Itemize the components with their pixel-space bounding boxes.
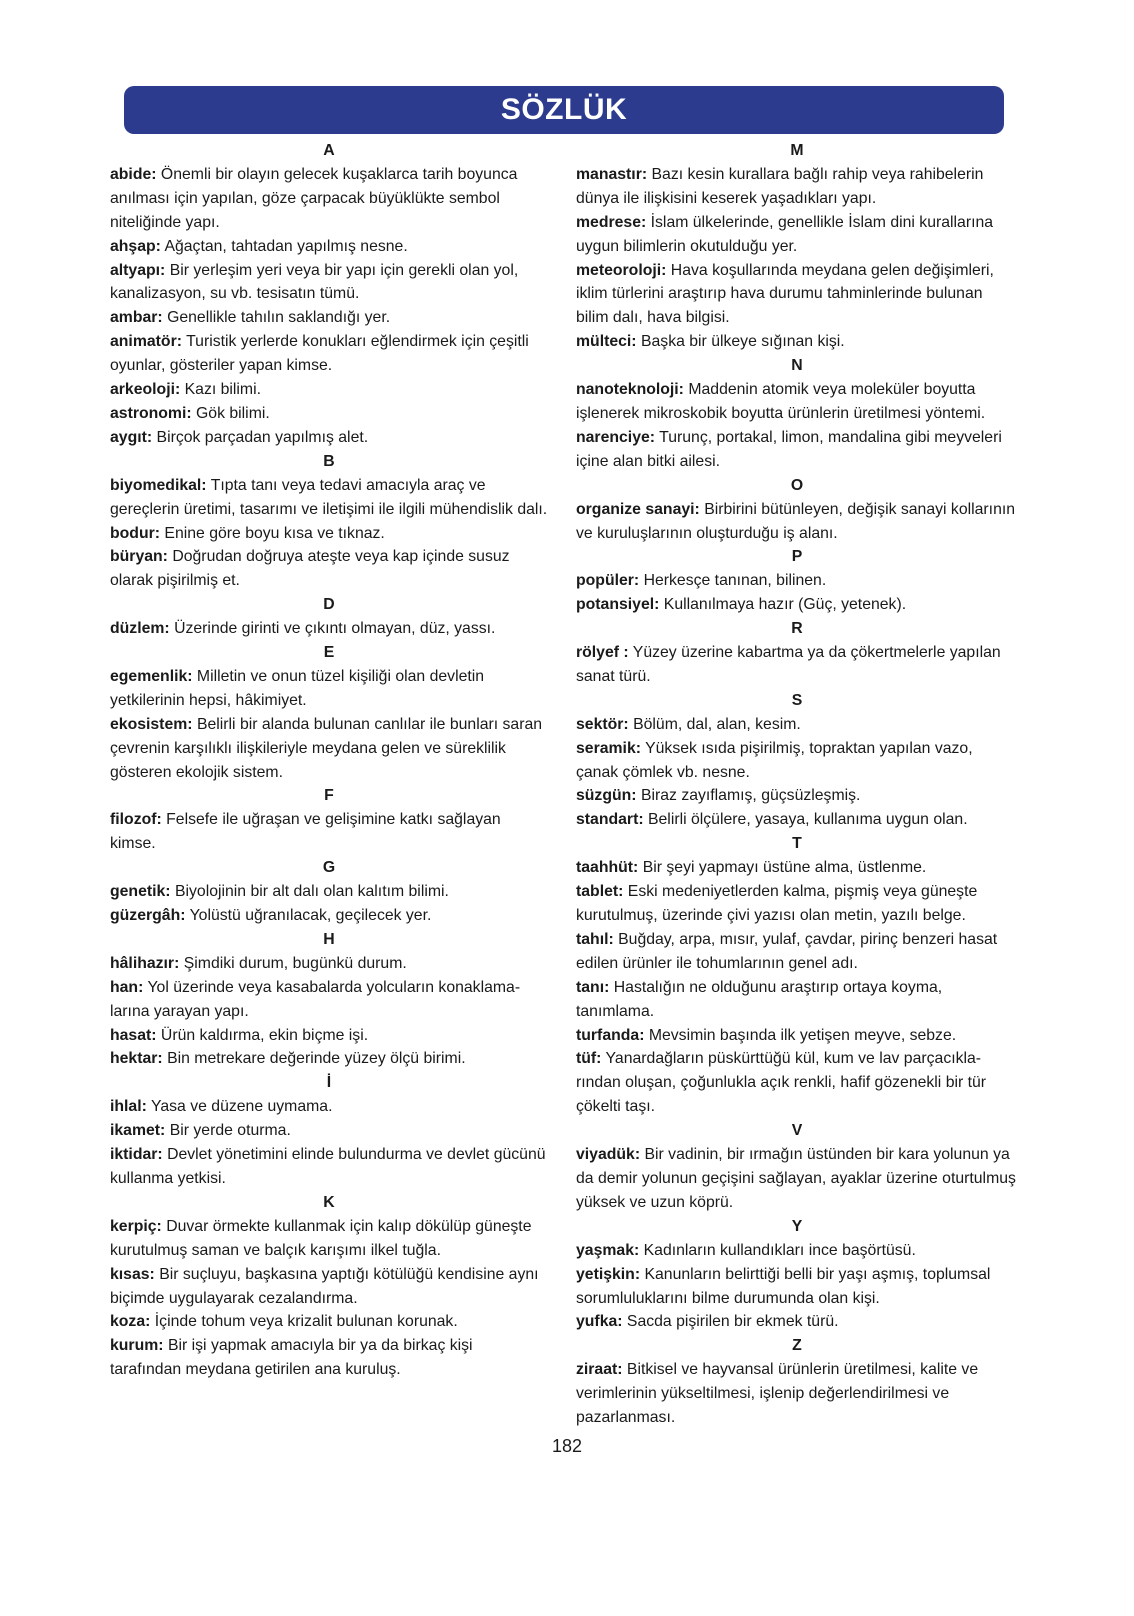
entry-term: mülteci: bbox=[576, 333, 637, 351]
glossary-entry bbox=[576, 569, 1018, 593]
glossary-entry bbox=[110, 330, 548, 378]
entry-term: viyadük: bbox=[576, 1146, 641, 1164]
glossary-entry bbox=[576, 1024, 1018, 1048]
glossary-entry bbox=[576, 976, 1018, 1024]
glossary-entry bbox=[110, 617, 548, 641]
entry-term: medrese: bbox=[576, 213, 647, 231]
entry-term: altyapı: bbox=[110, 261, 166, 279]
glossary-entry bbox=[110, 474, 548, 522]
section-letter: R bbox=[791, 620, 803, 638]
glossary-entry bbox=[110, 665, 548, 713]
section-letter: A bbox=[323, 142, 335, 159]
section-letter: M bbox=[790, 142, 804, 159]
entry-definition: Eski medeniyetlerden kalma, pişmiş veya güneşte kurutulmuş, üzerinde çivi yazısı olan metin, yazılı belge. bbox=[576, 883, 978, 924]
section-letter: İ bbox=[326, 1074, 332, 1092]
glossary-entry bbox=[576, 1310, 1018, 1334]
entry-term: han: bbox=[110, 978, 144, 996]
section-letter: D bbox=[323, 596, 335, 614]
glossary-entry bbox=[110, 1095, 548, 1119]
entry-term: bodur: bbox=[110, 524, 161, 542]
glossary-entry bbox=[110, 378, 548, 402]
entry-term: tüf: bbox=[576, 1050, 602, 1068]
glossary-entry bbox=[110, 976, 548, 1024]
glossary-entry bbox=[110, 1310, 548, 1334]
entry-definition: Bir işi yapmak amacıyla bir ya da birkaç kişi tarafından meydana getirilen ana kuruluş. bbox=[110, 1337, 473, 1379]
entry-term: yufka: bbox=[576, 1313, 623, 1331]
entry-term: manastır: bbox=[576, 165, 648, 183]
entry-term: tahıl: bbox=[576, 930, 614, 948]
page-title: SÖZLÜK bbox=[500, 93, 628, 126]
glossary-entry bbox=[576, 259, 1018, 331]
entry-definition: Sacda pişirilen bir ekmek türü. bbox=[626, 1313, 839, 1331]
entry-term: ekosistem: bbox=[110, 715, 193, 733]
section-letter: V bbox=[791, 1122, 803, 1140]
glossary-entry bbox=[576, 1047, 1018, 1119]
section-letter: Y bbox=[791, 1217, 803, 1235]
glossary-entry bbox=[110, 306, 548, 330]
entry-definition: Bazı kesin kurallara bağlı rahip veya rahibelerin dünya ile ilişkisini keserek yaşadıkları yapı. bbox=[576, 165, 984, 207]
entry-definition: Bir vadinin, bir ırmağın üstünden bir kara yolunun ya da demir yolunun geçişini sağlayan, ayaklar üzerine oturtulmuş yüksek ve uzun köprü. bbox=[576, 1146, 1016, 1211]
entry-definition: Genellikle tahılın saklandığı yer. bbox=[167, 309, 391, 327]
entry-term: nanoteknoloji: bbox=[576, 381, 684, 399]
entry-term: taahhüt: bbox=[576, 859, 639, 877]
entry-term: astronomi: bbox=[110, 404, 192, 422]
entry-definition: Bir suçluyu, başkasına yaptığı kötülüğü kendisine aynı biçimde uygulayarak cezalandırma. bbox=[110, 1265, 539, 1307]
section-letter: H bbox=[323, 930, 335, 948]
glossary-entry bbox=[576, 784, 1018, 808]
glossary-entry bbox=[110, 1024, 548, 1048]
entry-definition: Bitkisel ve hayvansal ürünlerin üretilmesi, kalite ve verimlerinin yükseltilmesi, işlenip değerlendirilmesi ve pazarlanması. bbox=[576, 1361, 979, 1427]
glossary-entry bbox=[576, 1263, 1018, 1311]
entry-definition: Devlet yönetimini elinde bulundurma ve devlet gücünü kullanma yetkisi. bbox=[110, 1146, 546, 1187]
glossary-entry bbox=[110, 952, 548, 976]
entry-definition: Şimdiki durum, bugünkü durum. bbox=[183, 954, 407, 972]
glossary-entry bbox=[110, 163, 548, 235]
entry-definition: Başka bir ülkeye sığınan kişi. bbox=[640, 333, 845, 351]
entry-definition: Yasa ve düzene uymama. bbox=[150, 1098, 333, 1116]
entry-definition: Kanunların belirttiği belli bir yaşı aşmış, toplumsal sorumluluklarını bilme durumunda olan kişi. bbox=[576, 1265, 991, 1307]
entry-definition: Biyolojinin bir alt dalı olan kalıtım bilimi. bbox=[174, 883, 449, 901]
entry-term: aygıt: bbox=[110, 428, 153, 446]
entry-definition: Kullanılmaya hazır (Güç, yetenek). bbox=[663, 596, 907, 614]
glossary-column-right bbox=[576, 139, 1018, 1430]
section-letter: G bbox=[322, 859, 336, 877]
section-letter: Z bbox=[792, 1337, 802, 1355]
entry-term: güzergâh: bbox=[110, 907, 186, 924]
entry-term: kısas: bbox=[110, 1265, 155, 1283]
glossary-entry bbox=[576, 498, 1018, 546]
entry-term: yetişkin: bbox=[576, 1265, 641, 1283]
section-letter: O bbox=[790, 476, 804, 494]
section-letter: S bbox=[791, 691, 803, 709]
glossary-entry bbox=[576, 880, 1018, 928]
entry-term: hektar: bbox=[110, 1050, 163, 1068]
glossary-entry bbox=[110, 808, 548, 856]
glossary-entry bbox=[110, 713, 548, 785]
glossary-entry bbox=[576, 808, 1018, 832]
entry-definition: Kazı bilimi. bbox=[184, 381, 261, 399]
glossary-entry bbox=[576, 593, 1018, 617]
entry-definition: Bölüm, dal, alan, kesim. bbox=[633, 715, 801, 733]
glossary-entry bbox=[576, 856, 1018, 880]
entry-definition: Önemli bir olayın gelecek kuşaklarca tarih boyunca anılması için yapılan, göze çarpacak büyüklükte sembol niteliğinde yapı. bbox=[110, 165, 518, 231]
entry-term: rölyef : bbox=[576, 644, 629, 662]
entry-definition: Maddenin atomik veya moleküler boyutta işlenerek mikroskobik boyutta ürünlerin üretilmesi yöntemi. bbox=[576, 381, 986, 422]
glossary-entry bbox=[576, 378, 1018, 426]
entry-term: ahşap: bbox=[110, 237, 161, 255]
glossary-entry bbox=[110, 880, 548, 904]
glossary-entry bbox=[576, 1358, 1018, 1430]
entry-term: büryan: bbox=[110, 548, 168, 566]
entry-definition: Belirli ölçülere, yasaya, kullanıma uygun olan. bbox=[647, 811, 968, 829]
entry-definition: Tıpta tanı veya tedavi amacıyla araç ve gereçlerin üretimi, tasarımı ve iletişimi ile ilgili mühendislik dalı. bbox=[110, 476, 548, 518]
glossary-entry bbox=[110, 545, 548, 593]
entry-definition: Turistik yerlerde konukları eğlendirmek için çeşitli oyunlar, gösteriler yapan kimse. bbox=[110, 333, 529, 375]
glossary-entry bbox=[576, 211, 1018, 259]
entry-definition: Duvar örmekte kullanmak için kalıp dökülüp güneşte kurutulmuş saman ve balçık karışımı ilkel tuğla. bbox=[110, 1217, 532, 1259]
entry-definition: Yolüstü uğranılacak, geçilecek yer. bbox=[189, 907, 432, 924]
entry-term: animatör: bbox=[110, 333, 182, 351]
entry-term: standart: bbox=[576, 811, 644, 829]
glossary-entry bbox=[110, 402, 548, 426]
entry-term: arkeoloji: bbox=[110, 381, 181, 399]
section-letter: K bbox=[323, 1193, 335, 1211]
entry-term: hâlihazır: bbox=[110, 954, 180, 972]
entry-definition: İslam ülkelerinde, genellikle İslam dini kurallarına uygun bilimlerin okutulduğu yer. bbox=[576, 213, 994, 255]
entry-term: organize sanayi: bbox=[576, 500, 700, 518]
entry-term: iktidar: bbox=[110, 1146, 163, 1164]
entry-definition: Bir yerleşim yeri veya bir yapı için gerekli olan yol, kanalizasyon, su vb. tesisatın tümü. bbox=[110, 261, 519, 303]
entry-definition: Biraz zayıflamış, güçsüzleşmiş. bbox=[640, 787, 861, 805]
entry-term: tanı: bbox=[576, 978, 610, 996]
entry-definition: Belirli bir alanda bulunan canlılar ile bunları saran çevrenin karşılıklı ilişkileriyle meydana gelen ve süreklilik gösteren ekolojik sistem. bbox=[110, 715, 543, 781]
section-letter: T bbox=[792, 835, 802, 853]
glossary-entry bbox=[110, 904, 548, 928]
entry-term: egemenlik: bbox=[110, 667, 193, 685]
entry-term: tablet: bbox=[576, 883, 624, 901]
entry-term: biyomedikal: bbox=[110, 476, 207, 494]
entry-definition: Bin metrekare değerinde yüzey ölçü birimi. bbox=[167, 1050, 466, 1068]
entry-term: koza: bbox=[110, 1313, 151, 1331]
glossary-entry bbox=[110, 235, 548, 259]
entry-definition: Bir yerde oturma. bbox=[169, 1122, 291, 1140]
entry-definition: Birbirini bütünleyen, değişik sanayi kollarının ve kuruluşlarının oluşturduğu iş alanı. bbox=[576, 500, 1016, 542]
entry-term: düzlem: bbox=[110, 620, 170, 638]
page-number: 182 bbox=[551, 1436, 583, 1456]
entry-term: sektör: bbox=[576, 715, 629, 733]
entry-definition: Üzerinde girinti ve çıkıntı olmayan, düz, yassı. bbox=[174, 620, 496, 638]
entry-term: popüler: bbox=[576, 572, 640, 590]
entry-definition: Felsefe ile uğraşan ve gelişimine katkı sağlayan kimse. bbox=[110, 811, 501, 853]
glossary-entry bbox=[576, 1143, 1018, 1215]
entry-definition: Mevsimin başında ilk yetişen meyve, sebze. bbox=[648, 1026, 957, 1044]
glossary-entry bbox=[576, 737, 1018, 785]
entry-term: süzgün: bbox=[576, 787, 637, 805]
entry-term: meteoroloji: bbox=[576, 261, 667, 279]
entry-definition: Kadınların kullandıkları ince başörtüsü. bbox=[643, 1241, 916, 1259]
entry-definition: Hava koşullarında meydana gelen değişimleri, iklim türlerini araştırıp hava durumu tahminlerinde bulunan bilim dalı, hava bilgisi. bbox=[576, 261, 994, 327]
glossary-entry bbox=[110, 1334, 548, 1382]
glossary-column-left bbox=[110, 139, 548, 1382]
section-letter: B bbox=[323, 452, 335, 470]
entry-term: turfanda: bbox=[576, 1026, 645, 1044]
glossary-entry bbox=[110, 1263, 548, 1311]
entry-definition: Milletin ve onun tüzel kişiliği olan devletin yetkilerinin hepsi, hâkimiyet. bbox=[110, 667, 485, 709]
entry-definition: Yüksek ısıda pişirilmiş, topraktan yapılan vazo, çanak çömlek vb. nesne. bbox=[576, 739, 973, 781]
entry-term: ihlal: bbox=[110, 1098, 147, 1116]
entry-definition: Bir şeyi yapmayı üstüne alma, üstlenme. bbox=[642, 859, 927, 877]
entry-term: ikamet: bbox=[110, 1122, 166, 1140]
entry-term: yaşmak: bbox=[576, 1241, 640, 1259]
entry-term: seramik: bbox=[576, 739, 641, 757]
entry-definition: Ağaçtan, tahtadan yapılmış nesne. bbox=[164, 237, 408, 255]
entry-definition: Birçok parçadan yapılmış alet. bbox=[156, 428, 369, 446]
entry-definition: Turunç, portakal, limon, mandalina gibi meyveleri içine alan bitki ailesi. bbox=[576, 428, 1002, 470]
entry-definition: Ürün kaldırma, ekin biçme işi. bbox=[160, 1026, 369, 1044]
glossary-entry bbox=[576, 426, 1018, 474]
entry-term: narenciye: bbox=[576, 428, 656, 446]
entry-definition: Gök bilimi. bbox=[196, 404, 270, 422]
glossary-entry bbox=[110, 1143, 548, 1191]
entry-definition: Herkesçe tanınan, bilinen. bbox=[643, 572, 827, 590]
title-banner bbox=[124, 86, 1004, 134]
entry-term: ziraat: bbox=[576, 1361, 623, 1379]
section-letter: N bbox=[791, 357, 803, 375]
glossary-entry bbox=[576, 1239, 1018, 1263]
entry-term: filozof: bbox=[110, 811, 162, 829]
entry-definition: Yanardağların püskürttüğü kül, kum ve lav parçacıkla-rından oluşan, çoğunlukla açık renkli, hafif gözenekli bir tür çökelti taşı. bbox=[576, 1050, 987, 1116]
entry-definition: Buğday, arpa, mısır, yulaf, çavdar, pirinç benzeri hasat edilen ürünler ile tohumlarının genel adı. bbox=[576, 930, 998, 972]
glossary-entry bbox=[576, 713, 1018, 737]
section-letter: E bbox=[323, 644, 335, 662]
glossary-entry bbox=[110, 426, 548, 450]
glossary-entry bbox=[576, 163, 1018, 211]
entry-term: potansiyel: bbox=[576, 596, 660, 614]
entry-term: ambar: bbox=[110, 309, 163, 327]
glossary-entry bbox=[110, 522, 548, 546]
glossary-entry bbox=[110, 259, 548, 307]
entry-term: hasat: bbox=[110, 1026, 157, 1044]
glossary-entry bbox=[576, 641, 1018, 689]
section-letter: F bbox=[324, 787, 334, 805]
entry-definition: Doğrudan doğruya ateşte veya kap içinde susuz olarak pişirilmiş et. bbox=[110, 548, 510, 590]
entry-definition: İçinde tohum veya krizalit bulunan korunak. bbox=[154, 1313, 458, 1331]
glossary-entry bbox=[110, 1047, 548, 1071]
section-letter: P bbox=[791, 548, 803, 566]
glossary-entry bbox=[576, 928, 1018, 976]
glossary-entry bbox=[110, 1119, 548, 1143]
entry-term: kerpiç: bbox=[110, 1217, 162, 1235]
entry-term: abide: bbox=[110, 165, 157, 183]
glossary-entry bbox=[576, 330, 1018, 354]
entry-definition: Enine göre boyu kısa ve tıknaz. bbox=[164, 524, 385, 542]
entry-definition: Yol üzerinde veya kasabalarda yolcuların konaklama-larına yarayan yapı. bbox=[110, 978, 521, 1020]
entry-definition: Hastalığın ne olduğunu araştırıp ortaya koyma, tanımlama. bbox=[576, 978, 943, 1020]
glossary-entry bbox=[110, 1215, 548, 1263]
entry-term: genetik: bbox=[110, 883, 171, 901]
entry-term: kurum: bbox=[110, 1337, 164, 1355]
entry-definition: Yüzey üzerine kabartma ya da çökertmelerle yapılan sanat türü. bbox=[576, 644, 1001, 685]
